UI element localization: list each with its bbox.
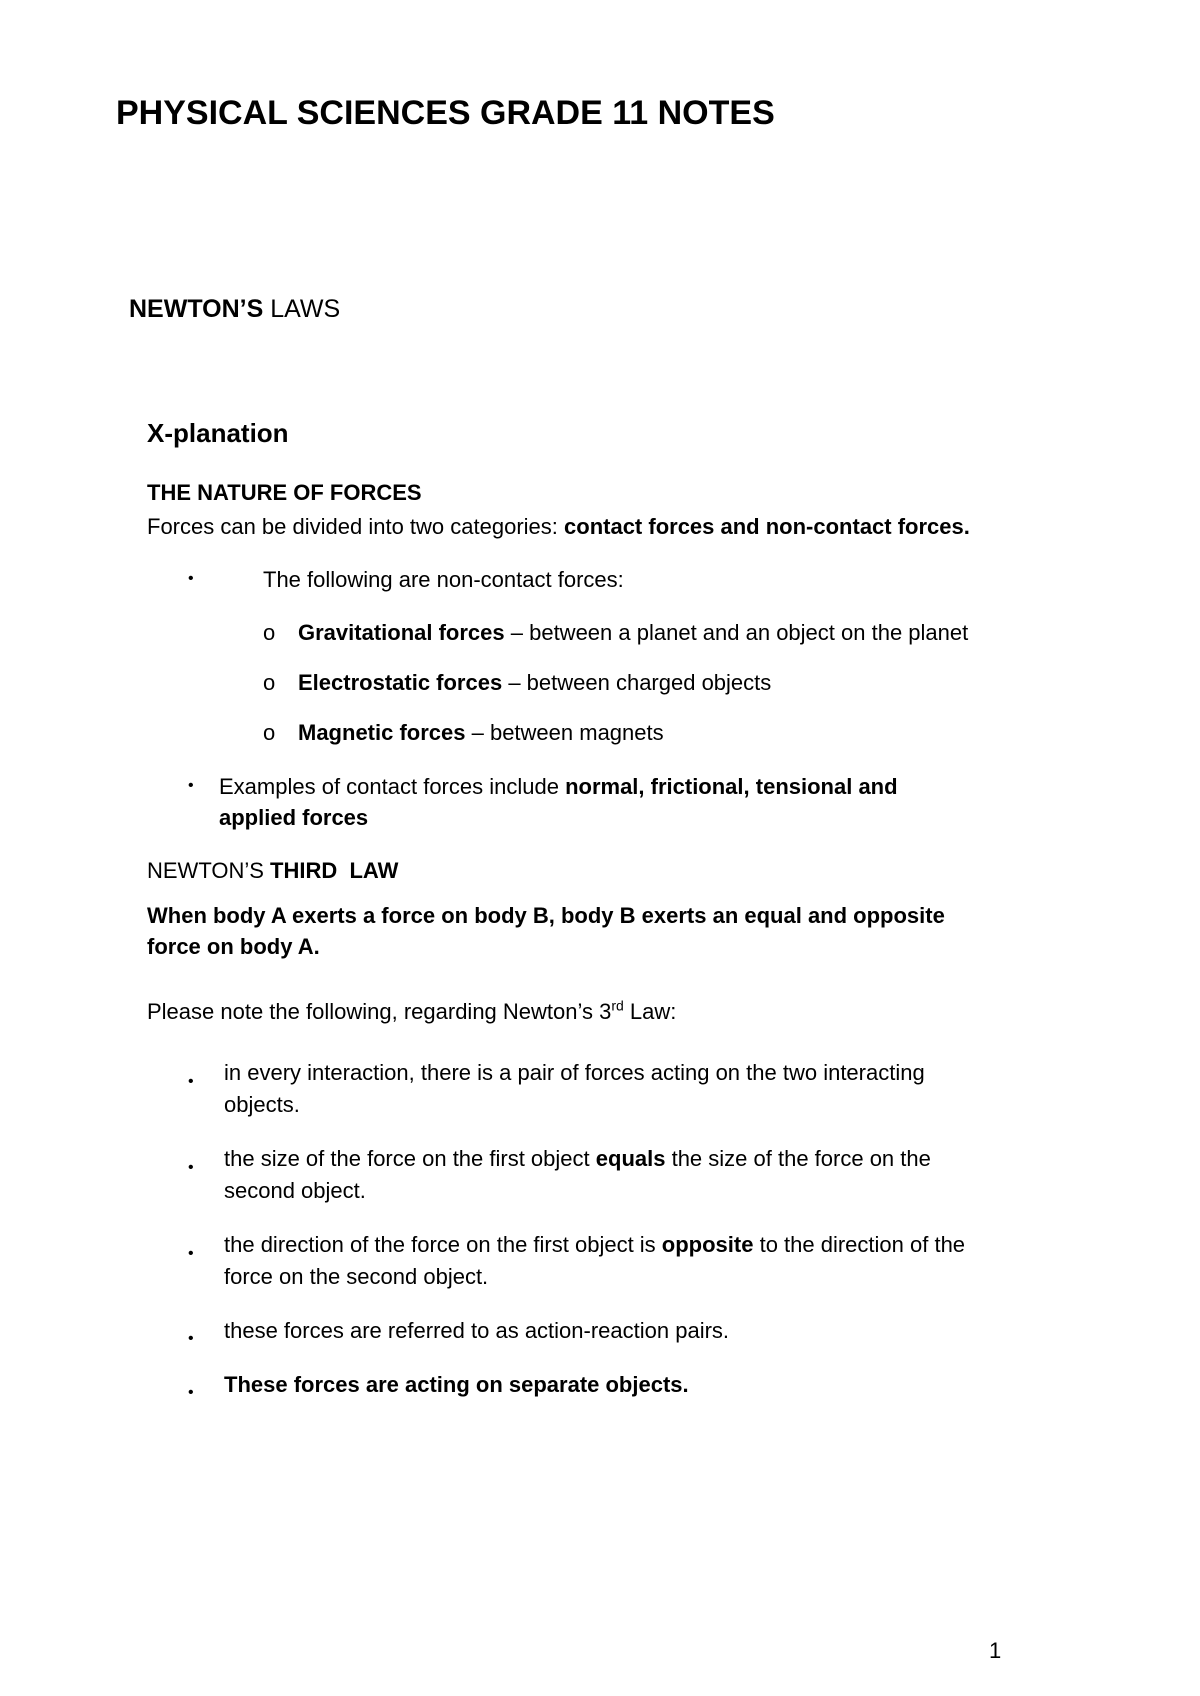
bullet-marker: • [188, 1159, 194, 1176]
section-heading [129, 295, 340, 324]
third-law-point-1-line1: in every interaction, there is a pair of forces acting on the two interacting [224, 1060, 925, 1085]
non-contact-item-magnetic: Magnetic forces – between magnets [298, 720, 664, 745]
bullet-marker: • [188, 1330, 194, 1347]
ring-marker: o [263, 720, 276, 745]
third-law-point-2-line1: the size of the force on the first object equals the size of the force on the [224, 1146, 931, 1171]
third-law-point-4: these forces are referred to as action-reaction pairs. [224, 1318, 730, 1343]
third-law-point-1-line2: objects. [224, 1092, 300, 1117]
subsection-heading: X-planation [147, 418, 289, 448]
bullet-marker: • [188, 570, 194, 587]
third-law-point-2-line2: second object. [224, 1178, 366, 1203]
third-law-point-5: These forces are acting on separate objects. [224, 1372, 689, 1397]
ring-marker: o [263, 670, 276, 695]
section-heading-rest: LAWS [263, 295, 341, 323]
section-heading-bold: NEWTON’S [129, 295, 264, 323]
third-law-statement-line1: When body A exerts a force on body B, body B exerts an equal and opposite [147, 903, 945, 928]
bullet-marker: • [188, 777, 194, 794]
ring-marker: o [263, 620, 276, 645]
third-law-point-3-line1: the direction of the force on the first object is opposite to the direction of the [224, 1232, 966, 1257]
bullet-marker: • [188, 1073, 194, 1090]
contact-forces-line2: applied forces [219, 805, 369, 830]
contact-forces-line1: Examples of contact forces include normal, frictional, tensional and [219, 774, 898, 799]
nature-of-forces-heading: THE NATURE OF FORCES [147, 480, 422, 505]
third-law-statement-line2: force on body A. [147, 934, 320, 959]
third-law-note-intro: Please note the following, regarding Newton’s 3rd Law: [147, 997, 677, 1024]
forces-intro-paragraph: Forces can be divided into two categories: contact forces and non-contact forces. [147, 514, 970, 539]
page-number: 1 [989, 1638, 1002, 1663]
third-law-heading: NEWTON’S THIRD LAW [147, 858, 399, 883]
non-contact-item-gravitational: Gravitational forces – between a planet and an object on the planet [298, 620, 969, 645]
non-contact-item-electrostatic: Electrostatic forces – between charged objects [298, 670, 772, 695]
bullet-marker: • [188, 1245, 194, 1262]
bullet-marker: • [188, 1384, 194, 1401]
third-law-point-3-line2: force on the second object. [224, 1264, 489, 1289]
document-title: PHYSICAL SCIENCES GRADE 11 NOTES [116, 94, 775, 132]
non-contact-bullet-text: The following are non-contact forces: [263, 567, 624, 592]
